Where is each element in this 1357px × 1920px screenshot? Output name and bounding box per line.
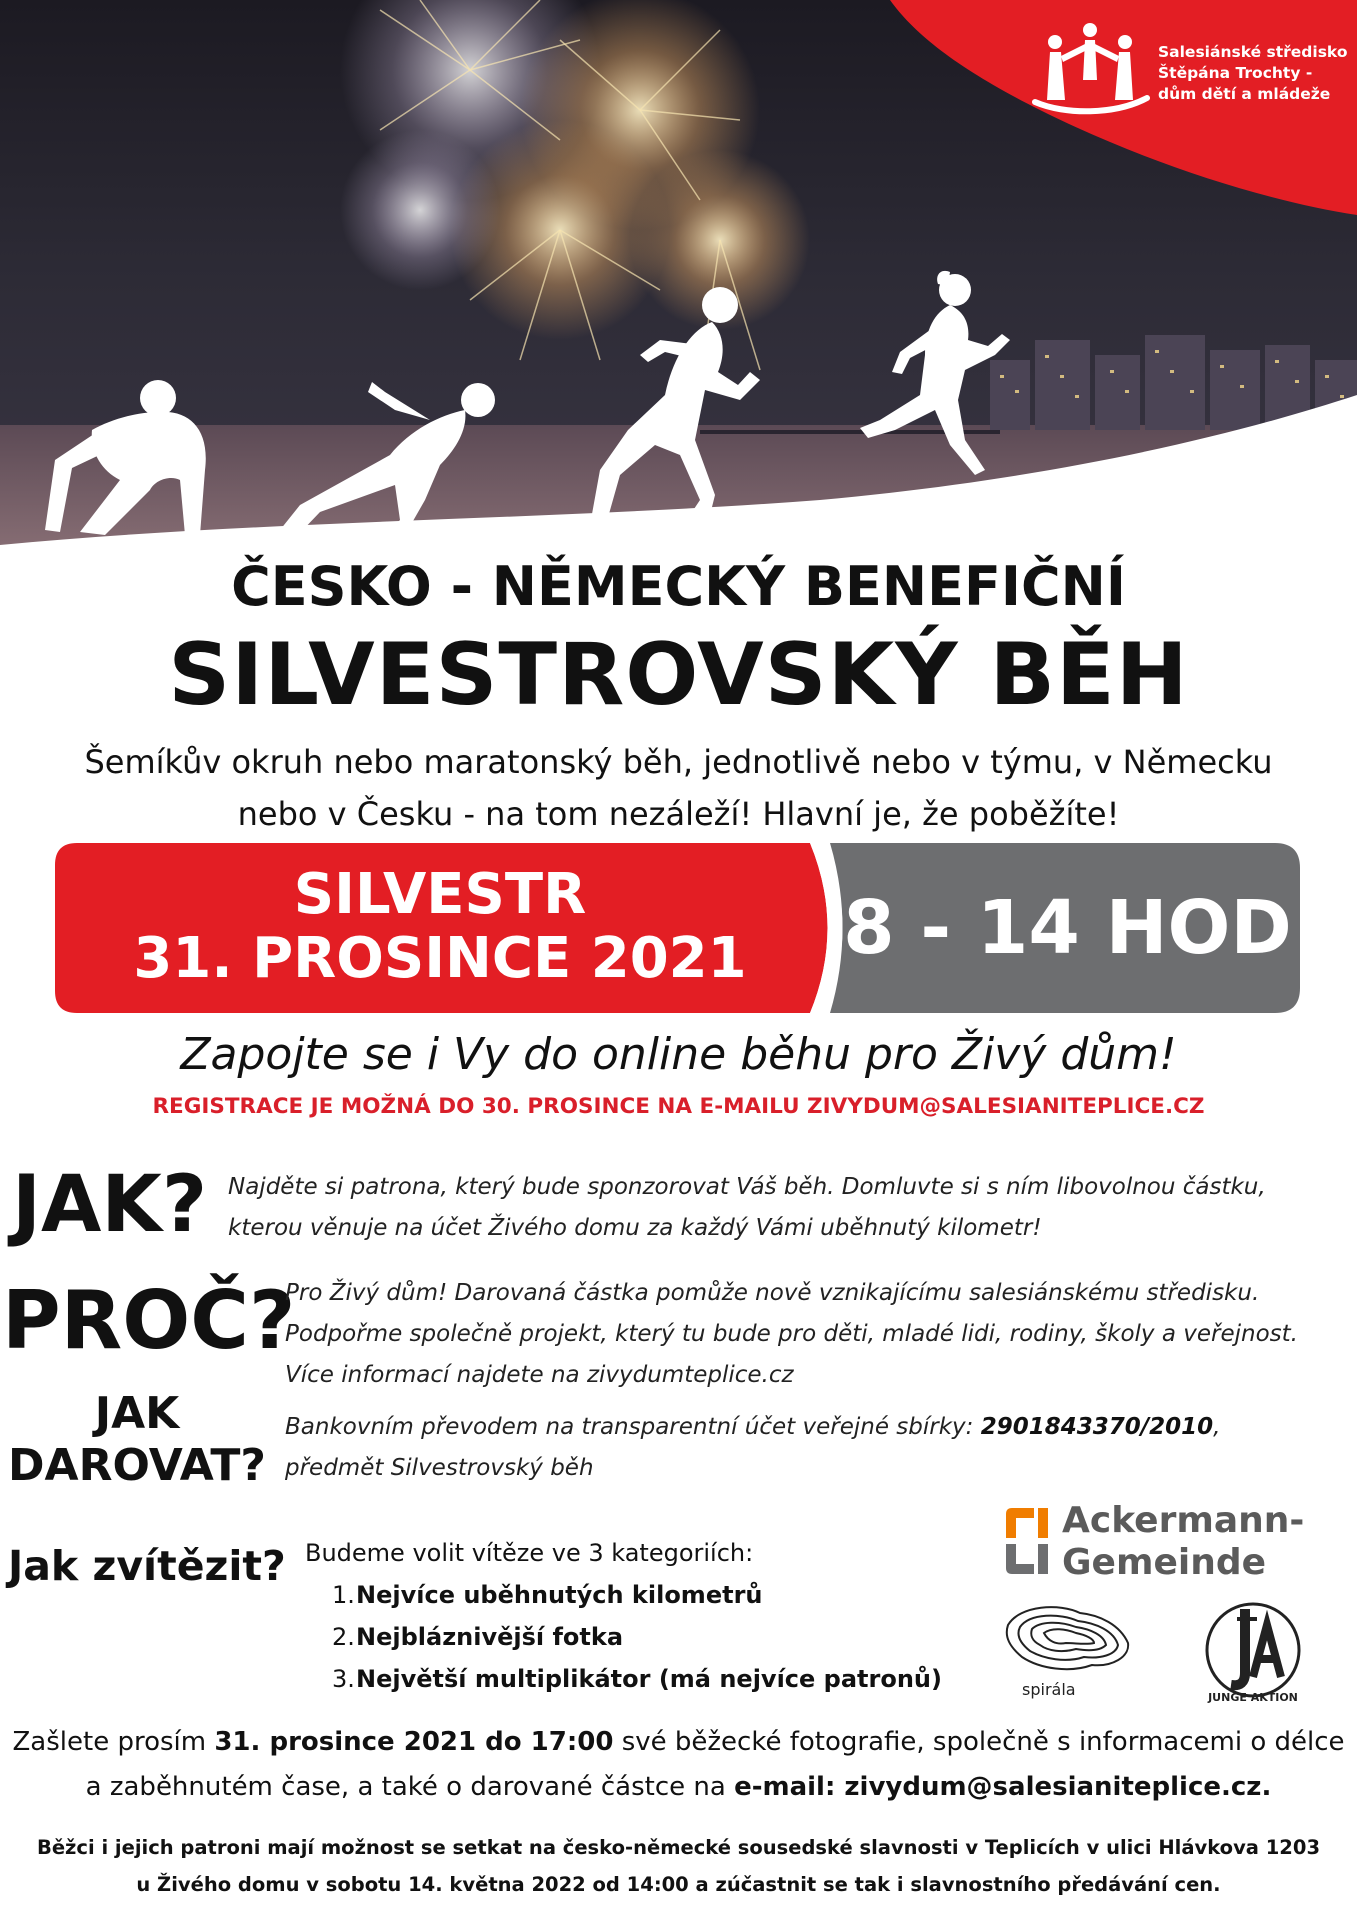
ackermann-gemeinde-logo — [1002, 1500, 1322, 1583]
junge-aktion-text: JUNGE AKTION — [1208, 1691, 1298, 1704]
submission-text-d: a zaběhnutém čase, a také o darované částce na — [85, 1772, 735, 1802]
submission-line2 — [0, 1765, 1357, 1810]
junge-aktion-icon — [1195, 1595, 1310, 1705]
darovat-suffix: , — [1213, 1414, 1221, 1440]
registration-info: REGISTRACE JE MOŽNÁ DO 30. PROSINCE NA E-MAILU ZIVYDUM@SALESIANITEPLICE.CZ — [152, 1094, 1205, 1119]
list-text: Nejvíce uběhnutých kilometrů — [356, 1581, 763, 1609]
org-name-line1: Salesiánské středisko — [1158, 43, 1348, 61]
list-number: 3. — [332, 1665, 355, 1693]
answer-proc-line2: Podpořme společně projekt, který tu bude pro děti, mladé lidi, rodiny, školy a veřejnost. — [285, 1321, 1298, 1347]
darovat-prefix: Bankovním převodem na transparentní účet veřejné sbírky: — [285, 1414, 981, 1440]
event-time: 8 - 14 HOD — [843, 885, 1292, 971]
ackermann-line1: Ackermann- — [1062, 1500, 1305, 1541]
submission-line1 — [0, 1720, 1357, 1765]
ackermann-mark-icon — [1002, 1504, 1054, 1580]
org-name-line3: dům dětí a mládeže — [1158, 85, 1331, 103]
heading-jak-darovat — [2, 1388, 272, 1492]
heading-proc: PROČ? — [2, 1274, 296, 1367]
hero-banner — [0, 0, 1357, 560]
date-line1: SILVESTR — [293, 862, 587, 927]
junge-aktion-logo — [1195, 1595, 1310, 1705]
title-line1: ČESKO - NĚMECKÝ BENEFIČNÍ — [231, 555, 1126, 618]
subtitle-line1: Šemíkův okruh nebo maratonský běh, jednotlivě nebo v týmu, v Německu — [84, 743, 1273, 781]
organization-logo — [1020, 20, 1348, 140]
submission-info — [0, 1720, 1357, 1810]
spirala-text: spirála — [1022, 1680, 1076, 1699]
list-number: 2. — [332, 1623, 355, 1651]
ackermann-line2: Gemeinde — [1062, 1542, 1267, 1583]
winner-categories — [305, 1532, 942, 1700]
list-item — [305, 1616, 942, 1658]
answer-jak-line2: kterou věnuje na účet Živého domu za každý Vámi uběhnutý kilometr! — [228, 1215, 1042, 1241]
answer-proc-line3: Více informací najdete na zivydumteplice.cz — [285, 1362, 794, 1388]
family-logo-icon — [1025, 20, 1155, 120]
list-text: Nejbláznivější fotka — [356, 1623, 624, 1651]
subtitle — [20, 736, 1337, 840]
answer-darovat-line1 — [285, 1407, 1220, 1448]
winner-intro: Budeme volit vítěze ve 3 kategoriích: — [305, 1539, 754, 1567]
date-line2: 31. PROSINCE 2021 — [133, 926, 747, 991]
spirala-map-icon — [1000, 1595, 1140, 1705]
title-line2: SILVESTROVSKÝ BĚH — [168, 625, 1189, 725]
subtitle-line2: nebo v Česku - na tom nezáleží! Hlavní je, že poběžíte! — [237, 795, 1120, 833]
list-number: 1. — [332, 1581, 355, 1609]
list-text: Největší multiplikátor (má nejvíce patronů) — [356, 1665, 942, 1693]
celebration-line2: u Živého domu v sobotu 14. května 2022 od 14:00 a zúčastnit se tak i slavnostního předávání cen. — [136, 1873, 1221, 1896]
celebration-info — [0, 1829, 1357, 1903]
celebration-line1: Běžci i jejich patroni mají možnost se setkat na česko-německé sousedské slavnosti v Teplicích v ulici Hlávkova 1203 — [36, 1836, 1321, 1859]
answer-jak — [228, 1167, 1266, 1249]
event-date — [55, 843, 825, 1013]
org-name-line2: Štěpána Trochty - — [1158, 64, 1313, 82]
list-item — [305, 1658, 942, 1700]
answer-darovat — [285, 1407, 1220, 1489]
list-item — [305, 1574, 942, 1616]
date-time-banner — [55, 843, 1300, 1013]
heading-jak: JAK? — [12, 1160, 208, 1250]
submission-email: e-mail: zivydum@salesianiteplice.cz. — [734, 1772, 1272, 1802]
submission-deadline: 31. prosince 2021 do 17:00 — [214, 1727, 614, 1757]
answer-jak-line1: Najděte si patrona, který bude sponzorovat Váš běh. Domluvte si s ním libovolnou částku, — [228, 1174, 1266, 1200]
heading-jak-darovat-line1: JAK — [94, 1388, 180, 1439]
bank-account: 2901843370/2010 — [980, 1414, 1214, 1440]
heading-jak-zvitezit: Jak zvítězit? — [8, 1542, 286, 1590]
answer-darovat-line2: předmět Silvestrovský běh — [285, 1455, 594, 1481]
submission-text-c: své běžecké fotografie, společně s informacemi o délce — [613, 1727, 1345, 1757]
answer-proc-line1: Pro Živý dům! Darovaná částka pomůže nově vznikajícímu salesiánskému středisku. — [285, 1280, 1260, 1306]
call-to-action: Zapojte se i Vy do online běhu pro Živý dům! — [180, 1029, 1177, 1080]
submission-text-a: Zašlete prosím — [12, 1727, 215, 1757]
answer-proc — [285, 1273, 1298, 1396]
spirala-logo — [1000, 1595, 1140, 1705]
heading-jak-darovat-line2: DAROVAT? — [8, 1440, 266, 1491]
